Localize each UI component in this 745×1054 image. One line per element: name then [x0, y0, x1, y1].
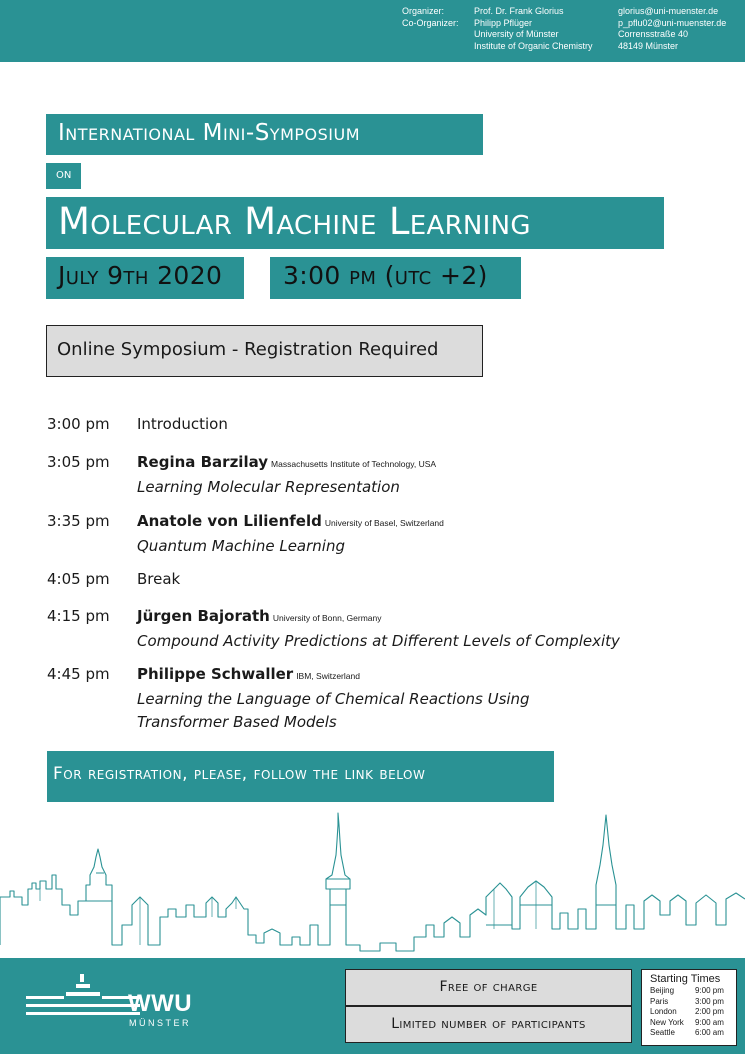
on-text: ON — [56, 170, 72, 181]
talk-title: Learning Molecular Representation — [137, 478, 400, 496]
talk-title: Learning the Language of Chemical Reactions Using — [137, 690, 530, 708]
city-time: 9:00 am — [695, 1017, 724, 1027]
city-time: 6:00 am — [695, 1028, 724, 1037]
online-notice — [46, 325, 483, 377]
free-of-charge-text: Free of charge — [439, 979, 538, 995]
limited-participants-box — [345, 1006, 632, 1043]
city-time: 9:00 pm — [695, 986, 724, 995]
organizer-name: Prof. Dr. Frank Glorius — [474, 6, 564, 16]
event-date — [46, 257, 244, 299]
speaker-name: Philippe Schwaller — [137, 665, 294, 683]
co-organizer-label: Co-Organizer: — [402, 17, 459, 28]
speaker-name: Regina Barzilay — [137, 453, 269, 471]
program-list — [47, 413, 707, 743]
talk-title-continued: Transformer Based Models — [137, 713, 337, 731]
program-time: 3:05 pm — [47, 453, 110, 471]
speaker-name: Jürgen Bajorath — [137, 607, 270, 625]
organizer-names — [474, 6, 593, 52]
talk-title: Quantum Machine Learning — [137, 537, 345, 555]
city-name: Seattle — [650, 1028, 675, 1037]
program-time: 3:00 pm — [47, 415, 110, 433]
street-address: Corrensstraße 40 — [618, 29, 689, 39]
wwu-logo-text: WWU — [128, 990, 193, 1017]
speaker-affiliation: Massachusetts Institute of Technology, USA — [271, 459, 437, 469]
program-text: Break — [137, 570, 181, 588]
event-time — [270, 257, 521, 299]
free-of-charge-box — [345, 969, 632, 1006]
starting-time-row — [650, 1028, 736, 1039]
program-text: Introduction — [137, 415, 228, 433]
organizer-email[interactable]: glorius@uni-muenster.de — [618, 6, 719, 16]
program-time: 4:05 pm — [47, 570, 110, 588]
event-date-text: July 9th 2020 — [58, 261, 223, 290]
header-bar — [0, 0, 745, 62]
registration-banner-text: For registration, please, follow the link below — [53, 764, 426, 784]
footer-bar — [0, 958, 745, 1054]
city-name: New York — [650, 1017, 684, 1027]
speaker-name: Anatole von Lilienfeld — [137, 512, 322, 530]
city-time: 2:00 pm — [695, 1007, 724, 1016]
university-name: University of Münster — [474, 29, 559, 39]
speaker-affiliation: IBM, Switzerland — [296, 671, 360, 681]
organizer-labels — [402, 6, 459, 29]
starting-times-box — [641, 969, 737, 1046]
online-notice-text: Online Symposium - Registration Required — [57, 339, 439, 360]
symposium-type-text: International Mini-Symposium — [58, 120, 361, 146]
institute-name: Institute of Organic Chemistry — [474, 40, 593, 51]
starting-time-row — [650, 1018, 736, 1029]
co-organizer-email[interactable]: p_pflu02@uni-muenster.de — [618, 17, 727, 28]
wwu-logo-subtext: MÜNSTER — [129, 1018, 191, 1028]
city-address: 48149 Münster — [618, 40, 679, 51]
organizer-label: Organizer: — [402, 6, 445, 16]
city-name: London — [650, 1007, 677, 1016]
co-organizer-name: Philipp Pflüger — [474, 17, 533, 28]
starting-time-row — [650, 997, 736, 1008]
starting-times-title: Starting Times — [650, 973, 721, 985]
city-name: Beijing — [650, 986, 675, 995]
speaker-affiliation: University of Basel, Switzerland — [324, 518, 444, 528]
limited-participants-text: Limited number of participants — [391, 1016, 586, 1032]
city-time: 3:00 pm — [695, 996, 724, 1006]
registration-banner[interactable] — [47, 751, 554, 802]
main-title — [46, 197, 664, 249]
starting-time-row — [650, 1007, 736, 1018]
speaker-affiliation: University of Bonn, Germany — [272, 613, 382, 623]
starting-time-row — [650, 986, 736, 997]
program-time: 4:15 pm — [47, 607, 110, 625]
city-skyline-illustration — [0, 805, 745, 955]
talk-title: Compound Activity Predictions at Different Levels of Complexity — [137, 632, 620, 650]
event-time-text: 3:00 pm (utc +2) — [283, 261, 488, 290]
main-title-text: Molecular Machine Learning — [58, 200, 531, 243]
symposium-type-title — [46, 114, 483, 155]
program-time: 4:45 pm — [47, 665, 110, 683]
city-name: Paris — [650, 996, 669, 1006]
on-label — [46, 163, 81, 189]
organizer-contact — [618, 6, 726, 52]
program-time: 3:35 pm — [47, 512, 110, 530]
